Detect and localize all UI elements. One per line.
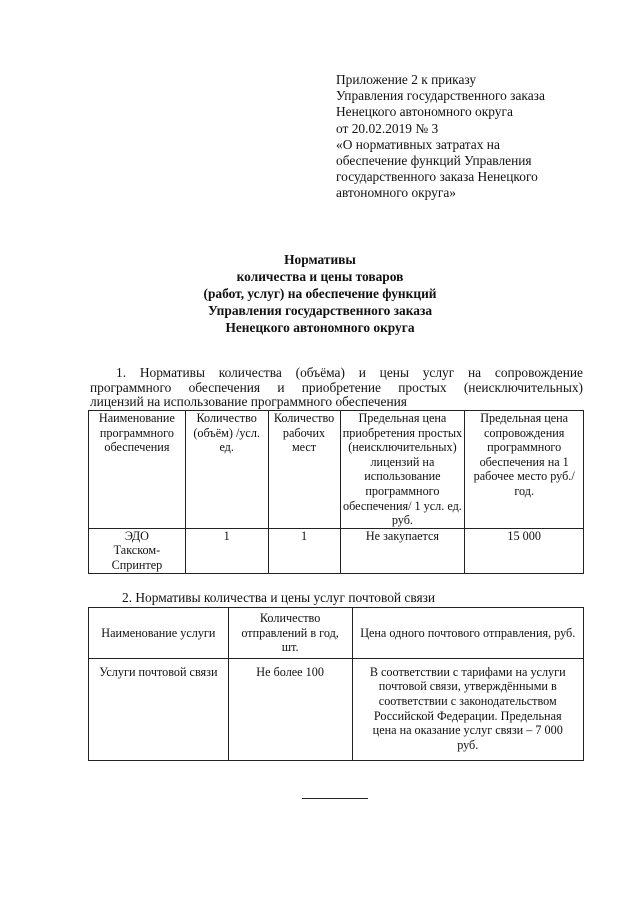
column-header: Предельная цена приобретения простых (неисключительных) лицензий на использование программного обеспечения/ 1 усл. ед. руб.	[340, 411, 465, 529]
support-price-cell: 15 000	[465, 528, 584, 573]
appendix-block	[336, 72, 596, 202]
column-header: Наименование услуги	[89, 608, 229, 659]
postal-table	[88, 607, 584, 761]
document-title	[0, 251, 640, 336]
section1-heading	[90, 366, 583, 410]
appendix-line: обеспечение функций Управления	[336, 153, 532, 169]
software-table	[88, 410, 584, 574]
service-name-cell: Услуги почтовой связи	[89, 658, 229, 761]
quantity-cell: 1	[185, 528, 268, 573]
column-header: Количество (объём) /усл. ед.	[185, 411, 268, 529]
appendix-line: Ненецкого автономного округа	[336, 104, 513, 120]
software-name-cell: ЭДО Такском-Спринтер	[89, 528, 186, 573]
column-header: Цена одного почтового отправления, руб.	[352, 608, 584, 659]
section1-heading-line: программного обеспечения и приобретение простых (неисключительных)	[90, 379, 583, 395]
table-header-row	[89, 411, 584, 529]
appendix-line: автономного округа»	[336, 185, 456, 201]
workplaces-cell: 1	[268, 528, 340, 573]
end-divider	[302, 798, 368, 799]
appendix-line: государственного заказа Ненецкого	[336, 169, 538, 185]
table-row	[89, 658, 584, 761]
section1-heading-line: 1. Нормативы количества (объёма) и цены услуг на сопровождение	[116, 365, 583, 380]
column-header: Количество отправлений в год, шт.	[228, 608, 352, 659]
title-line: Ненецкого автономного округа	[225, 320, 415, 335]
title-line: количества и цены товаров	[236, 269, 404, 284]
license-price-cell: Не закупается	[340, 528, 465, 573]
section2-heading: 2. Нормативы количества и цены услуг почтовой связи	[122, 590, 436, 605]
title-line: (работ, услуг) на обеспечение функций	[203, 286, 437, 301]
appendix-line: от 20.02.2019 № 3	[336, 120, 439, 136]
price-cell: В соответствии с тарифами на услуги почтовой связи, утверждёнными в соответствии с законодательством Российской Федерации. Предельная цена на оказание услуг связи – 7 000 руб.	[352, 658, 584, 761]
title-line: Управления государственного заказа	[207, 303, 433, 318]
column-header: Наименование программного обеспечения	[89, 411, 186, 529]
column-header: Предельная цена сопровождения программного обеспечения на 1 рабочее место руб./год.	[465, 411, 584, 529]
appendix-line: Управления государственного заказа	[336, 88, 545, 104]
title-line: Нормативы	[284, 252, 356, 267]
appendix-line: «О нормативных затратах на	[336, 136, 500, 152]
column-header: Количество рабочих мест	[268, 411, 340, 529]
appendix-line: Приложение 2 к приказу	[336, 72, 477, 87]
table-row	[89, 528, 584, 573]
table-header-row	[89, 608, 584, 659]
section1-heading-line: лицензий на использование программного обеспечения	[90, 394, 407, 409]
quantity-cell: Не более 100	[228, 658, 352, 761]
